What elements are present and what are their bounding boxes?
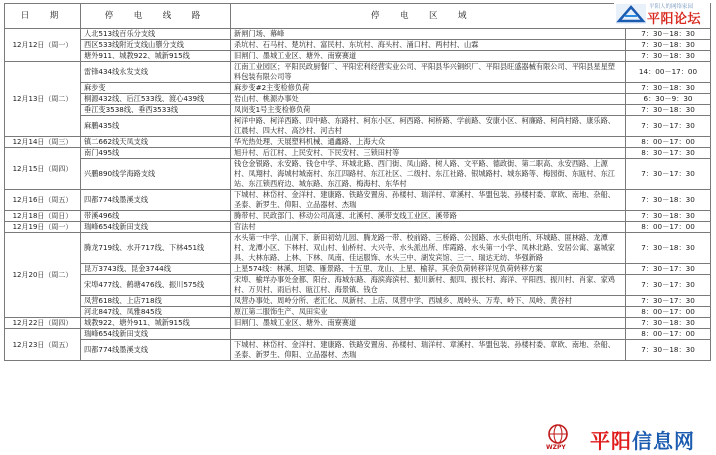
table-row: [5, 233, 711, 264]
row-time: 8：00－17：00: [626, 222, 711, 233]
row-area: 杀坑村、石马村、楚坑村、富民村、东坑村、海头村、涌口村、两村村、山霖: [231, 40, 626, 51]
row-line: 带溪496线: [81, 211, 231, 222]
table-row: [5, 116, 711, 137]
row-line: 宋埠477线、鹤塘476线、振川575线: [81, 275, 231, 296]
row-line: 四都774线墨溪支线: [81, 190, 231, 211]
row-time: 8：00－17：00: [626, 329, 711, 340]
row-line: 塘外911、城教922、城新915线: [81, 51, 231, 62]
row-line: 昆万3743线、昆金3744线: [81, 264, 231, 275]
site-watermark: [544, 423, 712, 453]
table-row: [5, 29, 711, 40]
row-area: 岩山村、桃源办事处: [231, 94, 626, 105]
row-time: 7：30－17：30: [626, 116, 711, 137]
header-line: 停 电 线 路: [81, 4, 231, 29]
table-row: [5, 83, 711, 94]
forum-logo: [614, 2, 710, 26]
row-date: 12月15日（周四）: [5, 148, 81, 190]
row-line: 雷锋434线永发支线: [81, 62, 231, 83]
row-line: 四都774线墨溪支线: [81, 340, 231, 361]
row-time: 7：30－18：30: [626, 105, 711, 116]
row-time: 8：30－17：30: [626, 148, 711, 159]
row-line: 兴鹏890线学海路支线: [81, 159, 231, 190]
table-row: [5, 296, 711, 307]
table-row: [5, 275, 711, 296]
logo-tagline: 平阳人的网络家园: [649, 4, 694, 10]
row-area: 新闸门场、幕峰: [231, 29, 626, 40]
row-area: 凤岗变1号主变检修负荷: [231, 105, 626, 116]
logo-name: 平阳论坛: [647, 12, 702, 27]
row-time: 7：30－18：30: [626, 29, 711, 40]
row-line: 南门495线: [81, 148, 231, 159]
row-time: 7：30－17：30: [626, 159, 711, 190]
row-date: 12月19日（周一）: [5, 222, 81, 233]
row-time: 7：30－17：30: [626, 275, 711, 296]
table-row: [5, 62, 711, 83]
row-line: 人北513线百乐分支线: [81, 29, 231, 40]
row-line: 镇二662线天凤支线: [81, 137, 231, 148]
row-area: 腾带村、民政部门、移动公司高速、北溪村、溪带支线工业区、溪带路: [231, 211, 626, 222]
row-date: 12月13日（周二）: [5, 62, 81, 137]
row-time: 7：30－18：30: [626, 211, 711, 222]
header-date: 日 期: [5, 4, 81, 29]
table-row: [5, 329, 711, 340]
table-row: [5, 318, 711, 329]
row-area: 上星574线：林溪、坦梁、雁景路、十五里、龙山、上星、榆荐。其余负荷转移详见负荷转移方案: [231, 264, 626, 275]
row-line: 桐源432线、后江533线、渡心439线: [81, 94, 231, 105]
row-line: 腾龙719线、水开717线、下林451线: [81, 233, 231, 264]
row-area: 下城村、林岱村、金洋村、建康路、铁路安置房、孙楼村、瑞洋村、章溪村、华盟包装、孙楼村委、章欧、南地、杂船、圣泰、新罗生、仰阳、立品器材、杰瑞: [231, 340, 626, 361]
watermark-text: [590, 425, 695, 454]
logo-mark-icon: [616, 4, 646, 24]
table-row: [5, 264, 711, 275]
row-area: 旭升村、后江村、上民安村、下民安村、三锁田村等: [231, 148, 626, 159]
table-row: [5, 211, 711, 222]
row-time: 7：30－17：30: [626, 296, 711, 307]
table-row: [5, 159, 711, 190]
row-area: 宋埠、榆垟办事处金都、阳台、海城东路、海滨海滨村、振川新村、振四、振长村、海洋、平阳西、振川村、肖家、家鸡村、万贝村、雨后村、瓯江村、海景镇、钱仓: [231, 275, 626, 296]
row-time: 7：30－17：30: [626, 264, 711, 275]
table-header-row: [5, 4, 711, 29]
row-line: 瑞峰654线新田支线: [81, 222, 231, 233]
table-row: [5, 51, 711, 62]
watermark-text-a: 平阳: [590, 429, 632, 453]
row-date: 12月23日（周五）: [5, 329, 81, 361]
row-line: 麻鹏435线: [81, 116, 231, 137]
row-area: 下城村、林岱村、金洋村、建康路、铁路安置房、孙楼村、瑞洋村、章溪村、华盟包装、孙楼村委、章欧、南地、杂船、圣泰、新罗生、仰阳、立品器材、杰瑞: [231, 190, 626, 211]
row-time: 8：00－17：00: [626, 307, 711, 318]
header-area: 停 电 区 域: [231, 4, 711, 29]
row-line: 瑞峰654线新田支线: [81, 329, 231, 340]
row-area: 江南工业园区；平阳民政厨餐厂、平阳宏利经营实业公司、平阳县华兴铜织厂、平阳县旺盛器械有限公司、平阳县星星塑料包装有限公司等: [231, 62, 626, 83]
row-area: 凤营办事处、周岭分所、老汇化、凤新村、上店、凤营中学、西城乡、周岭头、万寿、岭下、凤岭、黄谷村: [231, 296, 626, 307]
row-area: 柯洋中路、柯洋西路、四中路、东路村、柯东小区、柯西路、柯桥路、学前路、安康小区、柯廉路、柯尚村路、康乐路、江晨村、四大村、高沙村、河古村: [231, 116, 626, 137]
table-row: [5, 94, 711, 105]
row-area: 钱仓金银路、永安路、钱仓中学、环城北路、西门街、凤山路、树人路、文平路、德政街、第二职高、永安西路、上源村、凤翔村、海城村城南村、东江四路村、东江社区、二级村、东江社路、银城路村、城东路等、梅园街、东瓯村、东江站、东江锁西府边、城东路、东江路、梅海村、东华村: [231, 159, 626, 190]
row-area: 水头第一中学、山洞下、新田初幼儿园、腾龙路一带、校前路、三桥路、公园路、水头供电所、环城路、匪林路、龙潭村、龙潭小区、下林村、双山村、仙桥村、大兴寺、水头派出所、库霞路、水头第一小学、凤林北路、安居公寓、嘉城家具、大林东路、上林、下林、凤南、佳运服饰、水头三中、湖发宾馆、三一、瑞达无纺、华强新路: [231, 233, 626, 264]
row-time: 7：30－18：30: [626, 233, 711, 264]
table-row: [5, 307, 711, 318]
outage-schedule-table: [4, 3, 711, 361]
row-date: 12月18日（周日）: [5, 211, 81, 222]
table-row: [5, 137, 711, 148]
row-line: 城教922、塘外911、城新915线: [81, 318, 231, 329]
row-date: 12月20日（周二）: [5, 233, 81, 318]
row-time: 7：30－18：30: [626, 340, 711, 361]
table-row: [5, 148, 711, 159]
row-line: 麻步变: [81, 83, 231, 94]
row-time: 7：30－18：30: [626, 318, 711, 329]
watermark-globe-icon: [544, 423, 588, 445]
row-time: 6：30－9：30: [626, 94, 711, 105]
row-date: 12月22日（周四）: [5, 318, 81, 329]
row-date: 12月14日（周三）: [5, 137, 81, 148]
table-row: [5, 105, 711, 116]
watermark-sub: WZPY: [546, 444, 566, 451]
row-area: 旧闸门、墨城工业区、塘外、南寮赛道: [231, 51, 626, 62]
row-line: 河北847线、凤雅845线: [81, 307, 231, 318]
row-area: 旧闸门、墨城工业区、塘外、南寮赛道: [231, 318, 626, 329]
row-area: 华光热处理、天展塑料机械、通鑫路、上海大众: [231, 137, 626, 148]
row-line: 凤营618线、上店718线: [81, 296, 231, 307]
row-time: 14：00－17：00: [626, 62, 711, 83]
table-row: [5, 190, 711, 211]
row-time: 7：30－18：30: [626, 83, 711, 94]
row-time: 8：00－17：00: [626, 137, 711, 148]
row-date: 12月16日（周五）: [5, 190, 81, 211]
row-time: 7：30－18：30: [626, 40, 711, 51]
table-row: [5, 222, 711, 233]
row-area: 官法村: [231, 222, 626, 233]
table-row: [5, 40, 711, 51]
table-row: [5, 340, 711, 361]
row-area: 麻步变#2主变检修负荷: [231, 83, 626, 94]
row-line: 垂江变3538线、垂西3533线: [81, 105, 231, 116]
row-time: 7：30－18：30: [626, 190, 711, 211]
row-line: 西区533线附近支线山隳分支线: [81, 40, 231, 51]
row-time: 7：30－18：30: [626, 51, 711, 62]
row-area: [231, 329, 626, 340]
row-area: 原江第二服饰生产、凤田实业: [231, 307, 626, 318]
watermark-text-b: 信息网: [632, 429, 695, 453]
row-date: 12月12日（周一）: [5, 29, 81, 62]
